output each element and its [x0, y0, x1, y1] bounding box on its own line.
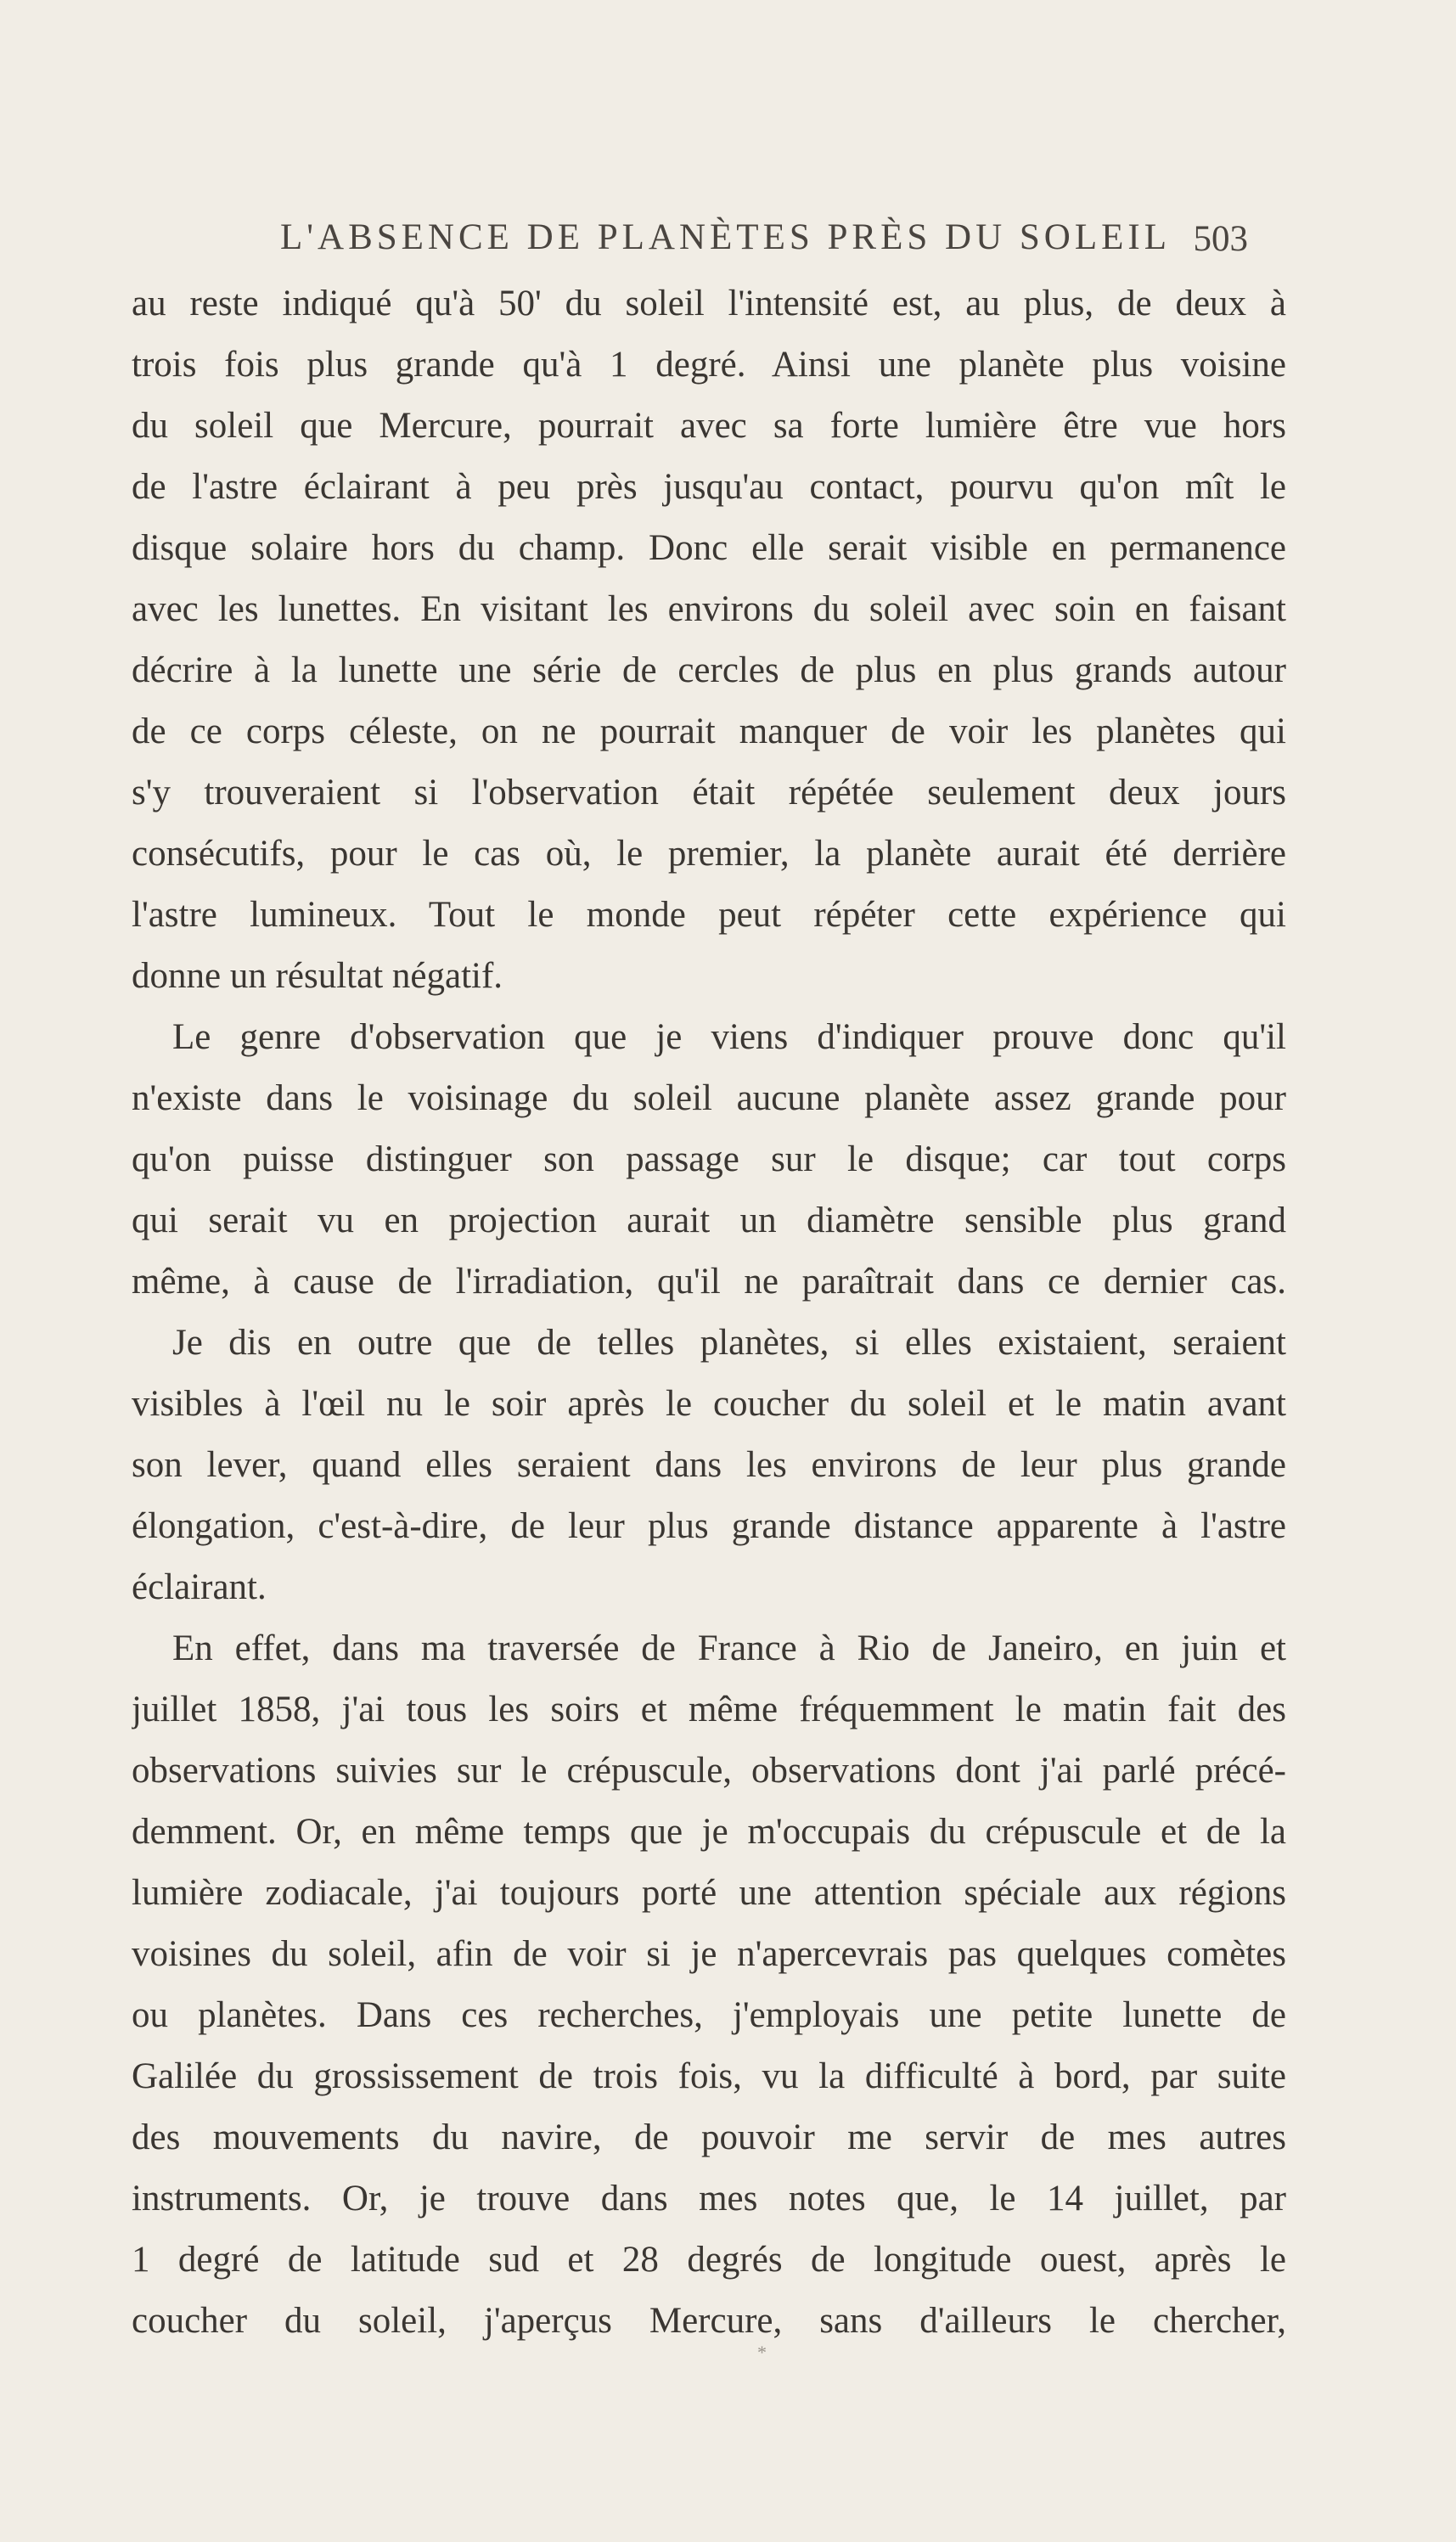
text-line: de l'astre éclairant à peu près jusqu'au contact, pourvu qu'on mît le — [132, 467, 1286, 507]
text-line: instruments. Or, je trouve dans mes notes que, le 14 juillet, par — [132, 2179, 1286, 2219]
text-line: consécutifs, pour le cas où, le premier, la planète aurait été derrière — [132, 834, 1286, 874]
text-line: du soleil que Mercure, pourrait avec sa forte lumière être vue hors — [132, 406, 1286, 446]
text-line: voisines du soleil, afin de voir si je n'apercevrais pas quelques comètes — [132, 1934, 1286, 1974]
page-number: 503 — [1193, 219, 1248, 259]
text-line: avec les lunettes. En visitant les environs du soleil avec soin en faisant — [132, 589, 1286, 629]
text-line: donne un résultat négatif. — [132, 956, 503, 996]
text-line: de ce corps céleste, on ne pourrait manquer de voir les planètes qui — [132, 711, 1286, 751]
text-line: n'existe dans le voisinage du soleil aucune planète assez grande pour — [132, 1078, 1286, 1118]
text-line: lumière zodiacale, j'ai toujours porté une attention spéciale aux régions — [132, 1873, 1286, 1913]
text-line: décrire à la lunette une série de cercles de plus en plus grands autour — [132, 650, 1286, 690]
page-header — [280, 217, 1248, 267]
text-line: observations suivies sur le crépuscule, observations dont j'ai parlé précé- — [132, 1751, 1286, 1791]
text-line: Galilée du grossissement de trois fois, vu la difficulté à bord, par suite — [132, 2056, 1286, 2096]
text-line: visibles à l'œil nu le soir après le coucher du soleil et le matin avant — [132, 1384, 1286, 1424]
text-line: En effet, dans ma traversée de France à Rio de Janeiro, en juin et — [172, 1628, 1286, 1668]
text-line: l'astre lumineux. Tout le monde peut répéter cette expérience qui — [132, 895, 1286, 935]
text-line: 1 degré de latitude sud et 28 degrés de longitude ouest, après le — [132, 2240, 1286, 2280]
text-line: Je dis en outre que de telles planètes, si elles existaient, seraient — [172, 1323, 1286, 1363]
footer-mark: * — [757, 2342, 767, 2363]
text-line: coucher du soleil, j'aperçus Mercure, sans d'ailleurs le chercher, — [132, 2301, 1286, 2341]
text-line: disque solaire hors du champ. Donc elle serait visible en permanence — [132, 528, 1286, 568]
text-line: ou planètes. Dans ces recherches, j'employais une petite lunette de — [132, 1995, 1286, 2035]
text-line: éclairant. — [132, 1567, 267, 1607]
text-line: demment. Or, en même temps que je m'occupais du crépuscule et de la — [132, 1812, 1286, 1852]
running-title: L'ABSENCE DE PLANÈTES PRÈS DU SOLEIL — [280, 217, 1171, 257]
text-line: trois fois plus grande qu'à 1 degré. Ainsi une planète plus voisine — [132, 345, 1286, 385]
text-line: des mouvements du navire, de pouvoir me servir de mes autres — [132, 2117, 1286, 2157]
text-line: Le genre d'observation que je viens d'indiquer prouve donc qu'il — [172, 1017, 1286, 1057]
text-line: son lever, quand elles seraient dans les environs de leur plus grande — [132, 1445, 1286, 1485]
text-line: élongation, c'est-à-dire, de leur plus grande distance apparente à l'astre — [132, 1506, 1286, 1546]
text-line: qu'on puisse distinguer son passage sur le disque; car tout corps — [132, 1139, 1286, 1179]
text-line: juillet 1858, j'ai tous les soirs et même fréquemment le matin fait des — [132, 1690, 1286, 1729]
text-line: même, à cause de l'irradiation, qu'il ne paraîtrait dans ce dernier cas. — [132, 1262, 1286, 1302]
body-text — [132, 273, 1286, 2352]
text-line: qui serait vu en projection aurait un diamètre sensible plus grand — [132, 1201, 1286, 1240]
text-line: s'y trouveraient si l'observation était répétée seulement deux jours — [132, 773, 1286, 813]
text-line: au reste indiqué qu'à 50' du soleil l'intensité est, au plus, de deux à — [132, 284, 1286, 323]
